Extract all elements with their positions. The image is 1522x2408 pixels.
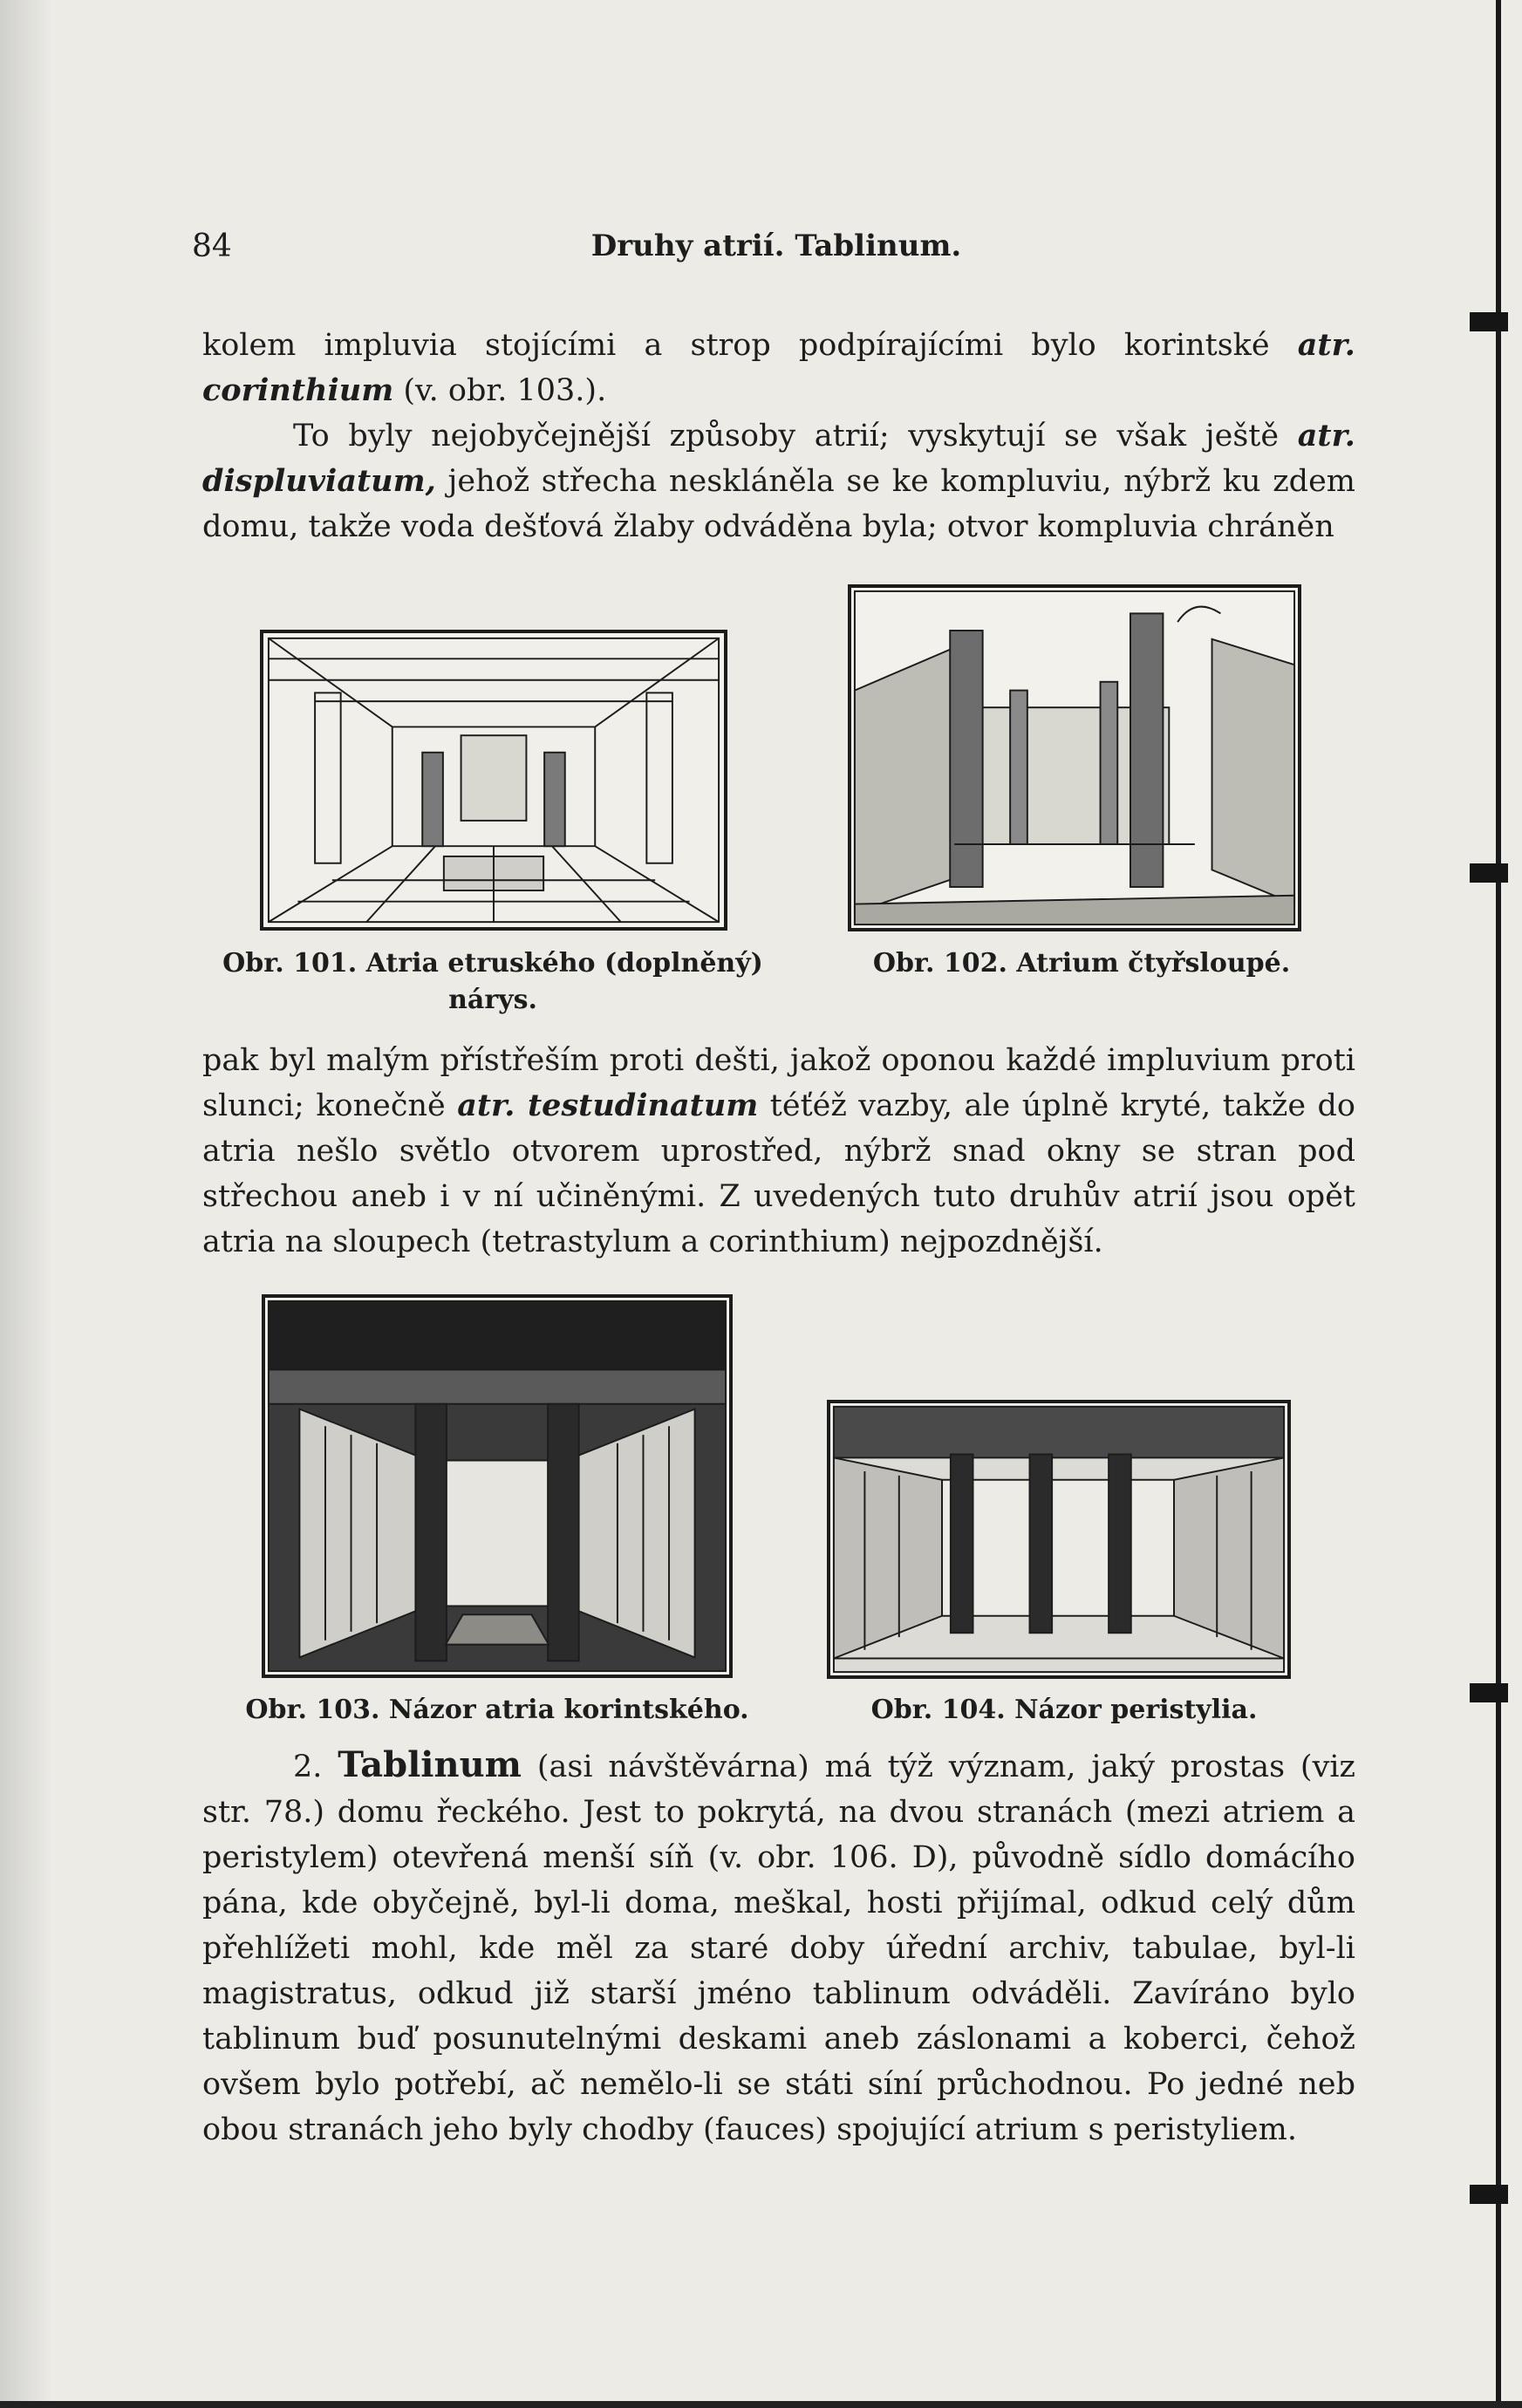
scan-border-bottom: [0, 2401, 1522, 2408]
figure-101-caption-line1: Obr. 101. Atria etruského (doplněný): [222, 948, 763, 979]
figure-102-caption-text: Obr. 102. Atrium čtyřsloupé.: [872, 948, 1291, 979]
paragraph-1-text-b: (v. obr. 103.).: [393, 373, 607, 408]
paragraph-3-text-b: téťéž vazby, ale úplně kryté, takže do atria nešlo světlo otvorem uprostřed, nýbrž snad okny se stran pod střechou aneb i v ní učiněnými. Z uvedených tuto druhův atrií jsou opět atria na sloupech (tetrastylum a corinthium) nejpozdnější.: [202, 1088, 1356, 1259]
running-head: Druhy atrií. Tablinum.: [590, 229, 962, 263]
paragraph-4: [202, 1743, 1355, 2152]
figure-101-caption: [218, 945, 768, 1019]
paragraph-3: [202, 1038, 1355, 1265]
paragraph-4-heading: Tablinum: [338, 1744, 522, 1785]
scan-border-right: [1496, 0, 1501, 2408]
paragraph-3-text-a: pak byl malým přístřeším proti dešti, jakož oponou každé impluvium proti slunci; konečně: [202, 1043, 1355, 1123]
page-number: 84: [192, 229, 232, 264]
page-edge-shadow: [0, 0, 52, 2408]
figure-104-illustration: [827, 1400, 1291, 1679]
paragraph-3-italic: atr. testudinatum: [457, 1088, 759, 1123]
figure-102-caption: [837, 945, 1326, 982]
paragraph-2: [202, 413, 1355, 549]
binding-mark: [1470, 863, 1508, 883]
paragraph-1-text-a: kolem impluvia stojícími a strop podpírajícími bylo korintské: [202, 328, 1298, 363]
figure-104-caption: [829, 1692, 1300, 1729]
paragraph-1-italic: atr. corinthium: [202, 327, 1355, 408]
paragraph-4-number: 2.: [293, 1750, 338, 1784]
figure-103-caption: [235, 1692, 759, 1729]
figure-104-caption-text: Obr. 104. Názor peristylia.: [870, 1695, 1258, 1725]
paragraph-1: [202, 323, 1355, 413]
paragraph-2-italic: atr. displuviatum,: [202, 418, 1355, 499]
binding-mark: [1470, 2185, 1508, 2204]
binding-mark: [1470, 1683, 1508, 1702]
figure-103-illustration: [262, 1294, 733, 1678]
binding-mark: [1470, 312, 1508, 331]
paragraph-2-text-a: To byly nejobyčejnější způsoby atrií; vyskytují se však ještě: [293, 419, 1298, 454]
figure-103-caption-text: Obr. 103. Názor atria korintského.: [245, 1695, 749, 1725]
paragraph-2-text-b: jehož střecha neskláněla se ke kompluviu, nýbrž ku zdem domu, takže voda dešťová žlaby odváděna byla; otvor kompluvia chráněn: [202, 464, 1355, 544]
paragraph-4-text: (asi návštěvárna) má týž význam, jaký prostas (viz str. 78.) domu řeckého. Jest to pokrytá, na dvou stranách (mezi atriem a peristylem) otevřená menší síň (v. obr. 106. D), původně sídlo domácího pána, kde obyčejně, byl-li doma, meškal, hosti přijímal, odkud celý dům přehlížeti mohl, kde měl za staré doby úřední archiv, tabulae, byl-li magistratus, odkud již starší jméno tablinum odváděli. Zavíráno bylo tablinum buď posunutelnými deskami aneb záslonami a koberci, čehož ovšem bylo potřebí, ač nemělo-li se státi síní průchodnou. Po jedné neb obou stranách jeho byly chodby (fauces) spojující atrium s peristyliem.: [202, 1750, 1355, 2147]
figure-101-caption-line2: nárys.: [448, 985, 537, 1015]
page-header: [192, 229, 1361, 272]
figure-101-illustration: [260, 630, 727, 931]
figure-102-illustration: [848, 584, 1301, 931]
